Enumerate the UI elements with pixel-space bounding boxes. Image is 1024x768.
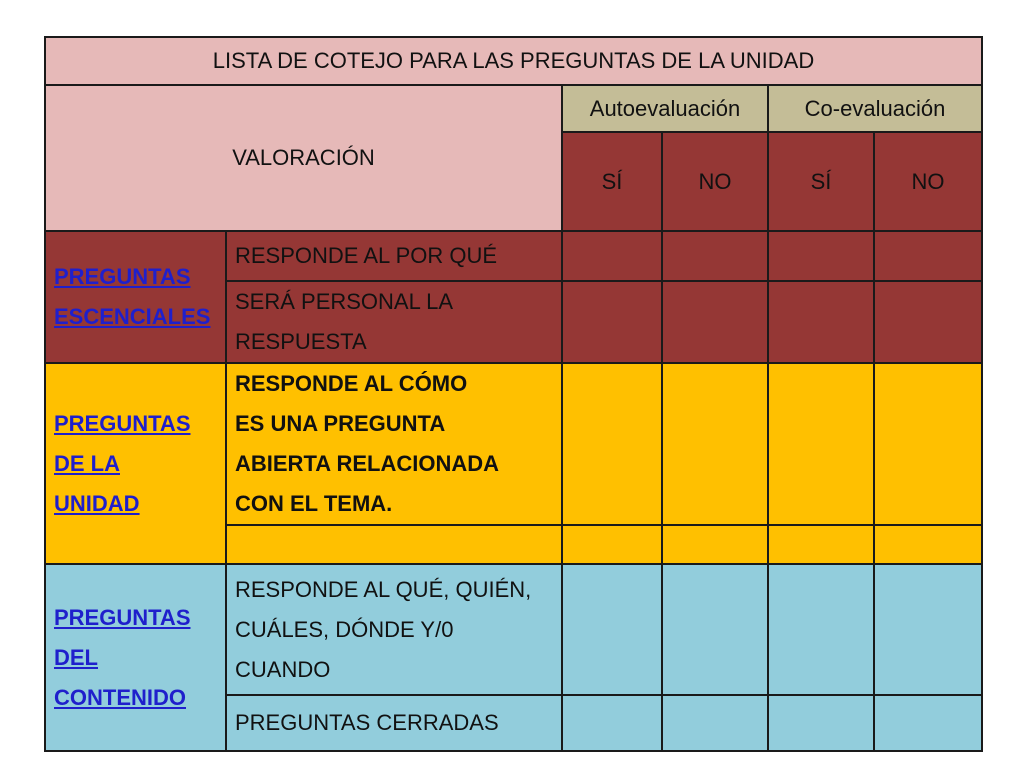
- co-yes-cell[interactable]: [768, 231, 874, 281]
- co-no-cell[interactable]: [874, 231, 982, 281]
- category-escenciales-link[interactable]: PREGUNTAS ESCENCIALES: [54, 264, 211, 329]
- auto-yes-cell[interactable]: [562, 363, 662, 525]
- criterion-row-label: [226, 525, 562, 564]
- category-escenciales: [45, 231, 226, 363]
- auto-yes-cell[interactable]: [562, 564, 662, 695]
- valoracion-header: VALORACIÓN: [45, 85, 562, 231]
- auto-no-header: NO: [662, 132, 768, 231]
- coevaluacion-header: Co-evaluación: [768, 85, 982, 132]
- co-no-cell[interactable]: [874, 281, 982, 363]
- auto-yes-cell[interactable]: [562, 281, 662, 363]
- criterion-row-label: PREGUNTAS CERRADAS: [226, 695, 562, 751]
- co-no-cell[interactable]: [874, 525, 982, 564]
- co-yes-cell[interactable]: [768, 363, 874, 525]
- co-no-cell[interactable]: [874, 564, 982, 695]
- auto-no-cell[interactable]: [662, 564, 768, 695]
- co-no-cell[interactable]: [874, 695, 982, 751]
- auto-yes-header: SÍ: [562, 132, 662, 231]
- auto-yes-cell[interactable]: [562, 525, 662, 564]
- auto-no-cell[interactable]: [662, 363, 768, 525]
- criterion-row-label: SERÁ PERSONAL LA RESPUESTA: [226, 281, 562, 363]
- co-yes-header: SÍ: [768, 132, 874, 231]
- autoevaluacion-header: Autoevaluación: [562, 85, 768, 132]
- criterion-row-label: RESPONDE AL POR QUÉ: [226, 231, 562, 281]
- co-no-cell[interactable]: [874, 363, 982, 525]
- co-no-header: NO: [874, 132, 982, 231]
- auto-no-cell[interactable]: [662, 231, 768, 281]
- category-unidad-link[interactable]: PREGUNTAS DE LA UNIDAD: [54, 410, 191, 516]
- criterion-row-label: RESPONDE AL QUÉ, QUIÉN, CUÁLES, DÓNDE Y/0 CUANDO: [226, 564, 562, 695]
- auto-yes-cell[interactable]: [562, 231, 662, 281]
- auto-no-cell[interactable]: [662, 525, 768, 564]
- co-yes-cell[interactable]: [768, 281, 874, 363]
- category-unidad: [45, 363, 226, 564]
- co-yes-cell[interactable]: [768, 564, 874, 695]
- category-contenido-link[interactable]: PREGUNTAS DEL CONTENIDO: [54, 604, 191, 710]
- auto-no-cell[interactable]: [662, 281, 768, 363]
- auto-no-cell[interactable]: [662, 695, 768, 751]
- checklist-table: [44, 36, 983, 752]
- criterion-row-label: RESPONDE AL CÓMO ES UNA PREGUNTA ABIERTA RELACIONADA CON EL TEMA.: [226, 363, 562, 525]
- category-contenido: [45, 564, 226, 751]
- co-yes-cell[interactable]: [768, 525, 874, 564]
- auto-yes-cell[interactable]: [562, 695, 662, 751]
- co-yes-cell[interactable]: [768, 695, 874, 751]
- table-title: LISTA DE COTEJO PARA LAS PREGUNTAS DE LA UNIDAD: [45, 37, 982, 85]
